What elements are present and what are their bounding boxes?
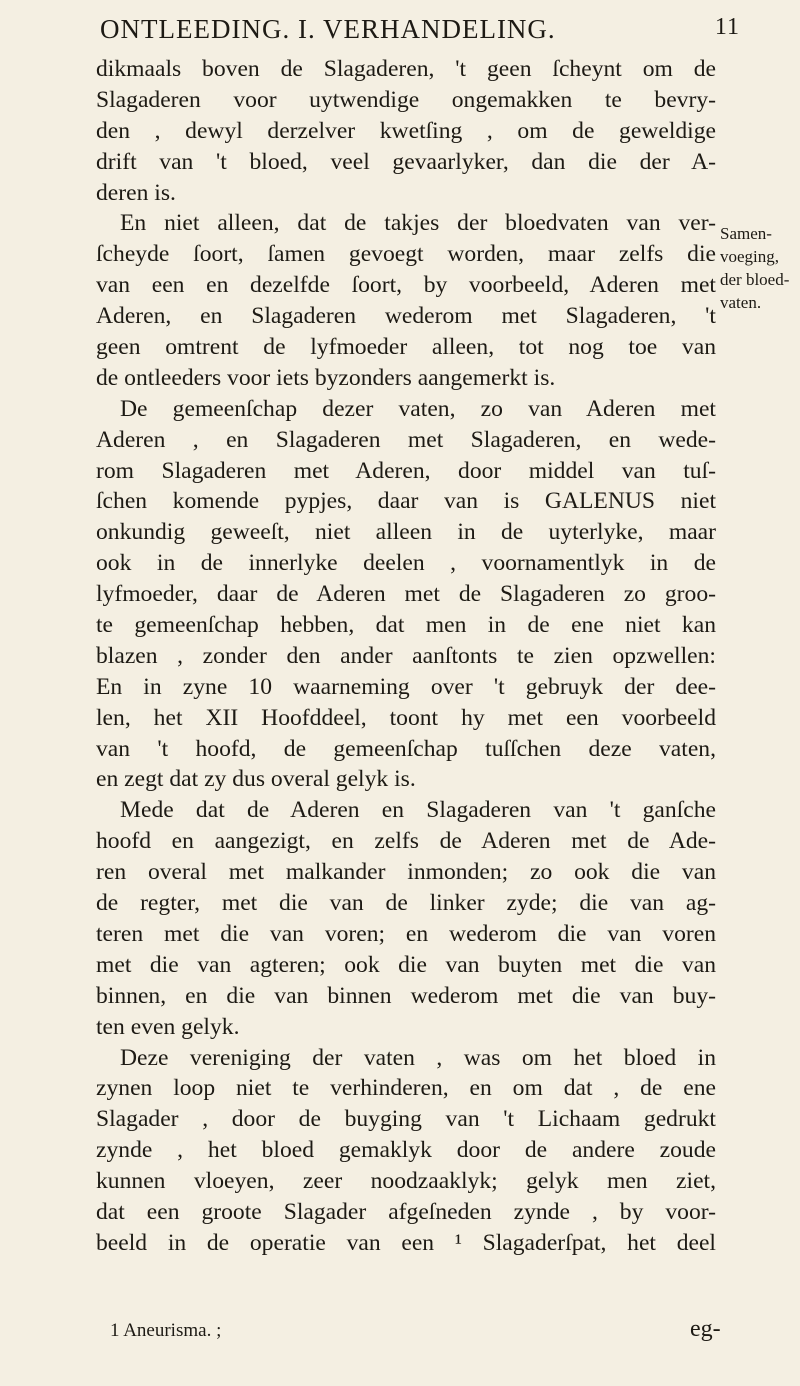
text-line: drift van 't bloed, veel gevaarlyker, dan die der A- xyxy=(96,148,716,175)
text-line: zynen loop niet te verhinderen, en om dat , de ene xyxy=(96,1075,716,1102)
text-line: onkundig geweeſt, niet alleen in de uyterlyke, maar xyxy=(96,519,716,546)
catchword: eg- xyxy=(690,1316,721,1342)
text-line: ook in de innerlyke deelen , voornamentlyk in de xyxy=(96,550,716,577)
margin-note-line: der bloed- xyxy=(720,270,790,289)
text-line: En in zyne 10 waarneming over 't gebruyk der dee- xyxy=(96,673,716,700)
text-line: rom Slagaderen met Aderen, door middel van tuſ- xyxy=(96,457,716,484)
margin-note-line: Samen- xyxy=(720,224,772,243)
text-line: den , dewyl derzelver kwetſing , om de geweldige xyxy=(96,117,716,144)
text-line: Mede dat de Aderen en Slagaderen van 't ganſche xyxy=(120,797,716,824)
text-line: deren is. xyxy=(96,179,176,206)
text-line: Aderen, en Slagaderen wederom met Slagaderen, 't xyxy=(96,303,716,330)
margin-note-line: voeging, xyxy=(720,247,780,266)
page-number: 11 xyxy=(714,14,740,40)
text-line: ren overal met malkander inmonden; zo ook die van xyxy=(96,859,716,886)
body-text xyxy=(96,54,716,1259)
text-line: Slagader , door de buyging van 't Lichaam gedrukt xyxy=(96,1106,716,1133)
text-line: lyfmoeder, daar de Aderen met de Slagaderen zo groo- xyxy=(96,581,716,608)
text-line: blazen , zonder den ander aanſtonts te zien opzwellen: xyxy=(96,642,716,669)
text-line: de ontleeders voor iets byzonders aangemerkt is. xyxy=(96,364,556,391)
footnote: 1 Aneurisma. ; xyxy=(110,1320,222,1341)
text-line: ten even gelyk. xyxy=(96,1013,240,1040)
text-line: De gemeenſchap dezer vaten, zo van Aderen met xyxy=(120,395,716,422)
text-line: kunnen vloeyen, zeer noodzaaklyk; gelyk men ziet, xyxy=(96,1168,716,1195)
running-title: ONTLEEDING. I. VERHANDELING. xyxy=(100,14,556,44)
text-line: en zegt dat zy dus overal gelyk is. xyxy=(96,766,416,793)
text-line: zynde , het bloed gemaklyk door de andere zoude xyxy=(96,1137,716,1164)
text-line: Slagaderen voor uytwendige ongemakken te bevry- xyxy=(96,86,716,113)
margin-note xyxy=(720,222,800,314)
text-line: beeld in de operatie van een ¹ Slagaderſpat, het deel xyxy=(96,1229,716,1256)
text-line: hoofd en aangezigt, en zelfs de Aderen met de Ade- xyxy=(96,828,716,855)
text-line: Aderen , en Slagaderen met Slagaderen, en wede- xyxy=(96,426,716,453)
text-line: dikmaals boven de Slagaderen, 't geen ſcheynt om de xyxy=(96,56,716,82)
text-line: geen omtrent de lyfmoeder alleen, tot nog toe van xyxy=(96,334,716,361)
text-line: len, het XII Hoofddeel, toont hy met een voorbeeld xyxy=(96,704,716,731)
text-line: te gemeenſchap hebben, dat men in de ene niet kan xyxy=(96,612,716,639)
text-line: met die van agteren; ook die van buyten met die van xyxy=(96,951,716,978)
text-line: van 't hoofd, de gemeenſchap tuſſchen deze vaten, xyxy=(96,735,716,762)
text-line: ſcheyde ſoort, ſamen gevoegt worden, maar zelfs die xyxy=(96,241,716,268)
text-line: teren met die van voren; en wederom die van voren xyxy=(96,920,716,947)
text-line: van een en dezelfde ſoort, by voorbeeld, Aderen met xyxy=(96,272,716,299)
text-line: ſchen komende pypjes, daar van is GALENUS niet xyxy=(96,488,716,515)
margin-note-line: vaten. xyxy=(720,293,762,312)
text-line: Deze vereniging der vaten , was om het bloed in xyxy=(120,1044,716,1071)
text-line: de regter, met die van de linker zyde; die van ag- xyxy=(96,890,716,917)
text-line: En niet alleen, dat de takjes der bloedvaten van ver- xyxy=(120,210,716,237)
running-header xyxy=(100,14,740,45)
text-line: binnen, en die van binnen wederom met die van buy- xyxy=(96,982,716,1009)
text-line: dat een groote Slagader afgeſneden zynde , by voor- xyxy=(96,1198,716,1225)
